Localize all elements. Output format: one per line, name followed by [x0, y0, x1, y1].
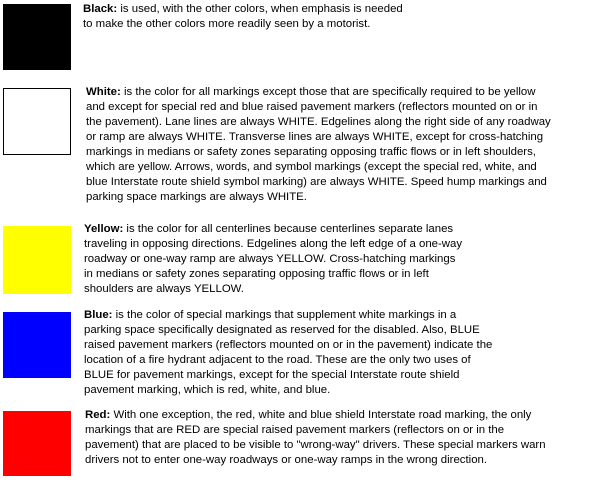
red-line-1: With one exception, the red, white and blue shield Interstate road marking, the only [110, 409, 532, 421]
white-line-3: the pavement). Lane lines are always WHITE. Edgelines along the right side of any roadway [86, 116, 551, 128]
red-color-swatch [3, 411, 71, 476]
black-term: Black: [83, 3, 118, 15]
red-line-4: drivers not to enter one-way roadways or one-way ramps in the wrong direction. [85, 454, 488, 466]
red-description [85, 408, 546, 468]
yellow-description [84, 222, 462, 297]
red-term: Red: [85, 409, 111, 421]
black-line-1: is used, with the other colors, when emphasis is needed [117, 3, 403, 15]
red-line-2: markings that are RED are special raised pavement markers (reflectors on or in the [85, 424, 505, 436]
black-color-swatch [3, 4, 71, 70]
blue-line-5: BLUE for pavement markings, except for the special Interstate route shield [84, 369, 460, 381]
blue-line-4: location of a fire hydrant adjacent to the road. These are the only two uses of [84, 354, 471, 366]
blue-line-2: parking space specifically designated as reserved for the disabled. Also, BLUE [84, 324, 480, 336]
blue-line-1: is the color of special markings that supplement white markings in a [112, 309, 457, 321]
black-line-2: to make the other colors more readily seen by a motorist. [83, 18, 371, 30]
black-description [83, 2, 403, 32]
blue-term: Blue: [84, 309, 113, 321]
yellow-line-4: in medians or safety zones separating opposing traffic flows or in left [84, 268, 429, 280]
yellow-line-5: shoulders are always YELLOW. [84, 283, 244, 295]
yellow-color-swatch [3, 226, 71, 294]
white-description [86, 85, 551, 205]
white-line-8: parking space markings are always WHITE. [86, 191, 307, 203]
blue-line-3: raised pavement markers (reflectors mounted on or in the pavement) indicate the [84, 339, 493, 351]
red-line-3: pavement) that are placed to be visible to "wrong-way" drivers. These special markers warn [85, 439, 546, 451]
white-term: White: [86, 86, 121, 98]
white-line-6: which are yellow. Arrows, words, and symbol markings (except the special red, white, and [86, 161, 537, 173]
white-line-1: is the color for all markings except those that are specifically required to be yellow [120, 86, 536, 98]
blue-color-swatch [3, 312, 71, 378]
yellow-line-1: is the color for all centerlines because centerlines separate lanes [123, 223, 454, 235]
white-line-7: blue Interstate route shield symbol marking) are always WHITE. Speed hump markings and [86, 176, 547, 188]
white-line-5: markings in medians or safety zones separating opposing traffic flows or in left shoulders, [86, 146, 536, 158]
blue-description [84, 308, 492, 398]
white-color-swatch [3, 88, 71, 155]
yellow-line-3: roadway or one-way ramp are always YELLOW. Cross-hatching markings [84, 253, 456, 265]
white-line-2: and except for special red and blue raised pavement markers (reflectors mounted on or in [86, 101, 538, 113]
blue-line-6: pavement marking, which is red, white, and blue. [84, 384, 331, 396]
yellow-line-2: traveling in opposing directions. Edgelines along the left edge of a one-way [84, 238, 463, 250]
white-line-4: or ramp are always WHITE. Transverse lines are always WHITE, except for cross-hatching [86, 131, 544, 143]
yellow-term: Yellow: [84, 223, 124, 235]
